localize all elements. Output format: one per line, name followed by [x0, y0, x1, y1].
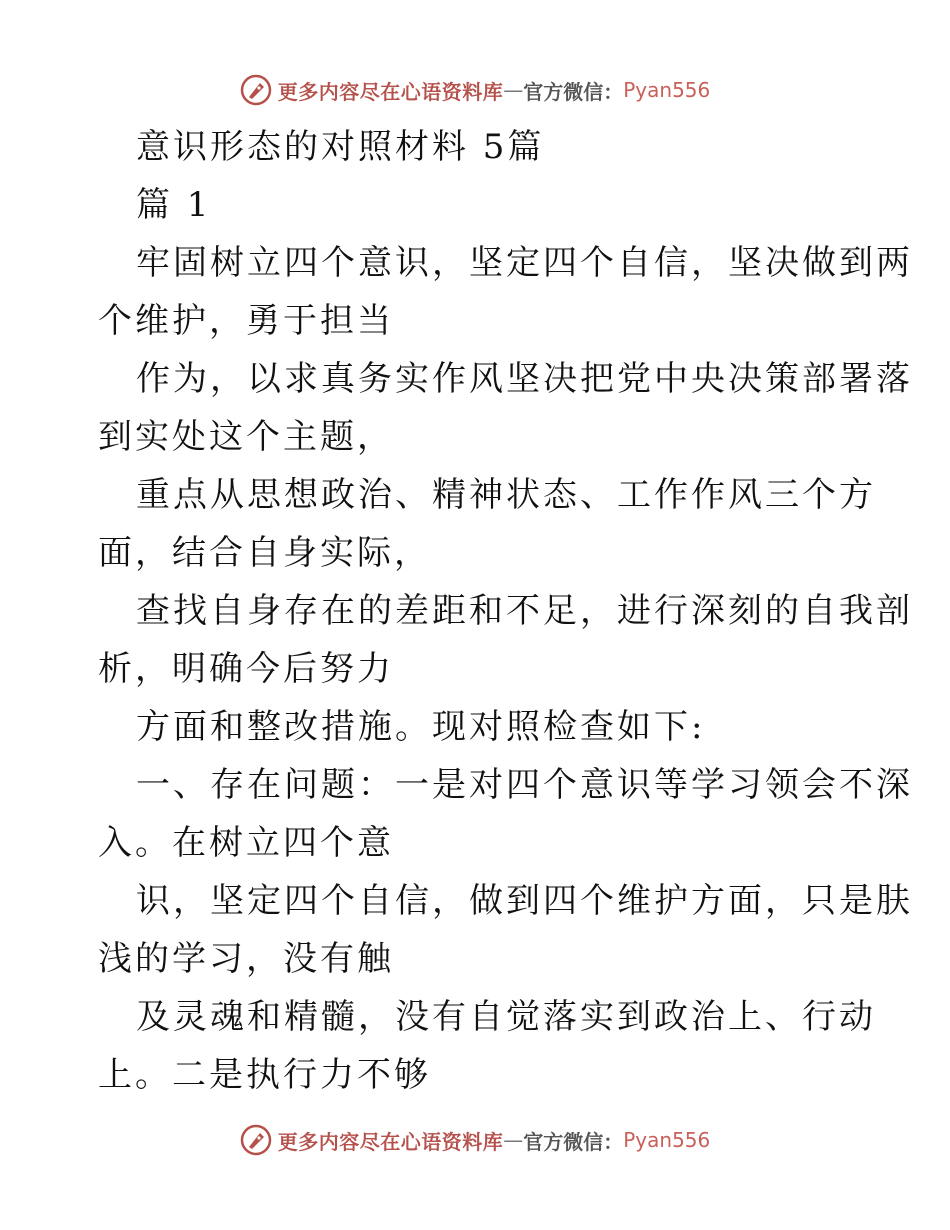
paragraph-line: 浅的学习，没有触 [98, 939, 394, 979]
watermark-wechat-id: Pyan556 [623, 1128, 711, 1152]
paragraph-line: 一、存在问题：一是对四个意识等学习领会不深 [136, 765, 913, 805]
footer-watermark [0, 1120, 950, 1160]
paragraph-line: 方面和整改措施。现对照检查如下: [136, 707, 706, 747]
paragraph-line: 及灵魂和精髓，没有自觉落实到政治上、行动 [136, 997, 876, 1037]
header-watermark [0, 70, 950, 110]
paragraph-line: 查找自身存在的差距和不足，进行深刻的自我剖 [136, 591, 913, 631]
watermark-wechat-id: Pyan556 [623, 78, 711, 102]
paragraph-line: 个维护，勇于担当 [98, 301, 394, 341]
section-heading: 篇 1 [136, 185, 212, 225]
paragraph-line: 重点从思想政治、精神状态、工作作风三个方 [136, 475, 876, 515]
watermark-wechat-label: 官方微信： [523, 79, 624, 104]
paragraph-line: 识，坚定四个自信，做到四个维护方面，只是肤 [136, 881, 913, 921]
pen-nib-logo-icon [240, 1124, 272, 1156]
paragraph-line: 到实处这个主题， [98, 417, 394, 457]
document-title: 意识形态的对照材料 5篇 [136, 127, 545, 167]
paragraph-line: 上。二是执行力不够 [98, 1055, 431, 1095]
paragraph-line: 作为，以求真务实作风坚决把党中央决策部署落 [136, 359, 913, 399]
watermark-brand-text: 更多内容尽在心语资料库 [277, 79, 504, 104]
watermark-brand-text: 更多内容尽在心语资料库 [277, 1129, 504, 1154]
paragraph-line: 面，结合自身实际， [98, 533, 431, 573]
watermark-separator: — [503, 78, 524, 102]
document-body [98, 118, 913, 1104]
watermark-wechat-label: 官方微信： [523, 1129, 624, 1154]
pen-nib-logo-icon [240, 74, 272, 106]
paragraph-line: 析，明确今后努力 [98, 649, 394, 689]
watermark-separator: — [503, 1128, 524, 1152]
paragraph-line: 入。在树立四个意 [98, 823, 394, 863]
paragraph-line: 牢固树立四个意识，坚定四个自信，坚决做到两 [136, 243, 913, 283]
